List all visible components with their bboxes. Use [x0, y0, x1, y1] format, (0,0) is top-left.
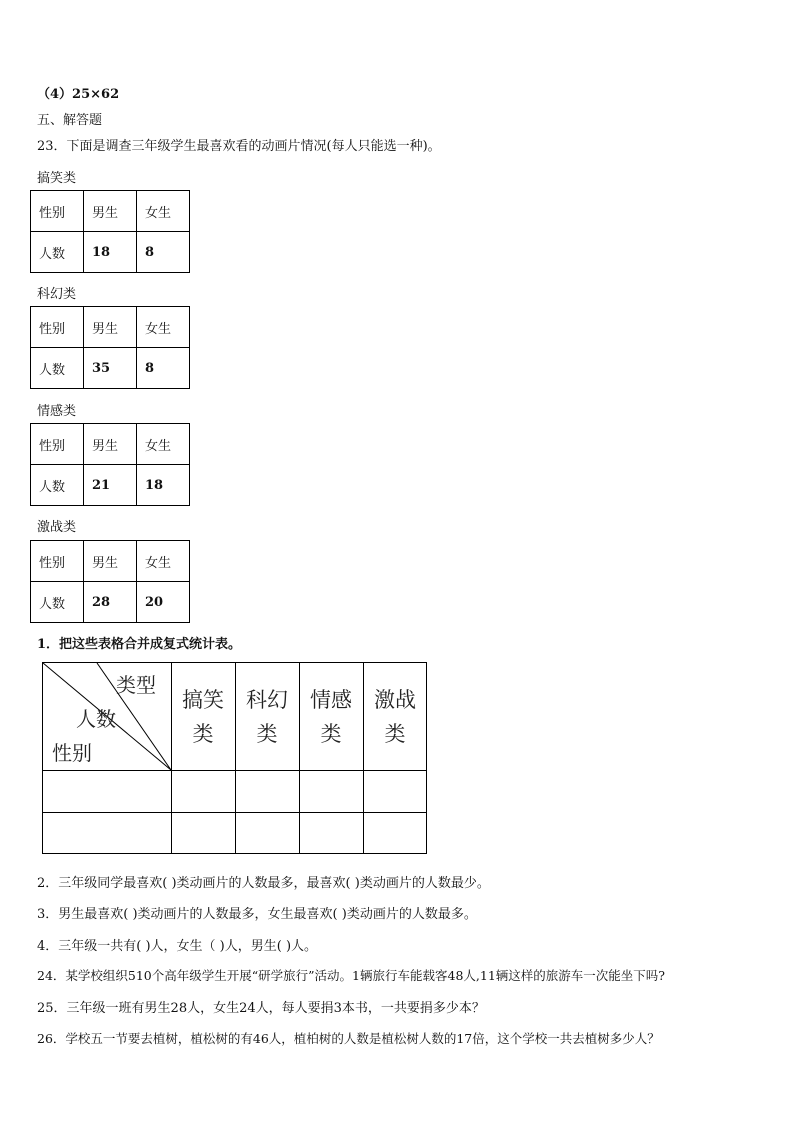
header-bottom: 类	[320, 722, 342, 746]
sub-question-2: 2．三年级同学最喜欢( )类动画片的人数最多，最喜欢( )类动画片的人数最少。	[37, 876, 490, 891]
sub-question-3: 3．男生最喜欢( )类动画片的人数最多，女生最喜欢( )类动画片的人数最多。	[37, 907, 477, 922]
diag-label-gender: 性别	[52, 741, 92, 765]
header-top: 情感	[310, 688, 352, 712]
section-heading: 五、解答题	[37, 113, 103, 128]
table-cell: 8	[137, 232, 190, 273]
table-cell: 女生	[137, 191, 190, 232]
table-cell: 20	[137, 582, 190, 623]
sub-question-4: 4．三年级一共有( )人，女生（ )人，男生( )人。	[37, 939, 318, 954]
table-cell: 性别	[31, 424, 84, 465]
table-cell: 35	[84, 348, 137, 389]
header-top: 搞笑	[182, 688, 224, 712]
table-cell: 女生	[137, 541, 190, 582]
table-cell: 男生	[84, 307, 137, 348]
table-cell: 人数	[31, 465, 84, 506]
header-bottom: 类	[192, 722, 214, 746]
table-cell: 18	[137, 465, 190, 506]
table-cell: 女生	[137, 307, 190, 348]
header-bottom: 类	[256, 722, 278, 746]
table-row	[31, 424, 190, 465]
table-row	[31, 541, 190, 582]
table-cell: 人数	[31, 582, 84, 623]
question-24: 24．某学校组织510个高年级学生开展“研学旅行”活动。1辆旅行车能载客48人,11辆这样的旅游车一次能坐下吗?	[37, 968, 665, 983]
header-top: 科幻	[246, 688, 288, 712]
sub-question-1: 1．把这些表格合并成复式统计表。	[37, 637, 242, 652]
question-26: 26．学校五一节要去植树，植松树的有46人，植柏树的人数是植松树人数的17倍，这个学校一共去植树多少人？	[37, 1031, 660, 1046]
table-caption: 激战类	[37, 520, 77, 535]
table-row	[31, 465, 190, 506]
item-4-line: （4）25×62	[37, 87, 120, 102]
table-caption: 情感类	[37, 404, 77, 419]
table-caption: 科幻类	[37, 287, 77, 302]
diag-label-type: 类型	[116, 673, 156, 697]
column-header-scifi	[235, 683, 299, 751]
table-cell: 21	[84, 465, 137, 506]
question-23: 23．下面是调查三年级学生最喜欢看的动画片情况(每人只能选一种)。	[37, 139, 441, 154]
table-cell: 8	[137, 348, 190, 389]
column-header-emotion	[299, 683, 363, 751]
question-25: 25．三年级一班有男生28人，女生24人，每人要捐3本书，一共要捐多少本？	[37, 1001, 485, 1016]
table-row	[31, 191, 190, 232]
table-cell: 男生	[84, 541, 137, 582]
column-header-battle	[363, 683, 427, 751]
stats-table-battle	[30, 540, 190, 623]
table-row	[31, 582, 190, 623]
stats-table-comedy	[30, 190, 190, 273]
table-cell: 性别	[31, 541, 84, 582]
table-row	[31, 348, 190, 389]
table-cell: 男生	[84, 191, 137, 232]
stats-table-scifi	[30, 306, 190, 389]
combined-stats-table	[42, 662, 427, 854]
table-cell: 18	[84, 232, 137, 273]
table-row	[31, 307, 190, 348]
table-cell: 性别	[31, 307, 84, 348]
column-header-comedy	[171, 683, 235, 751]
table-caption: 搞笑类	[37, 171, 77, 186]
table-cell: 28	[84, 582, 137, 623]
table-row	[31, 232, 190, 273]
table-cell: 人数	[31, 348, 84, 389]
diag-label-count: 人数	[76, 707, 116, 731]
table-cell: 男生	[84, 424, 137, 465]
stats-table-emotion	[30, 423, 190, 506]
table-cell: 女生	[137, 424, 190, 465]
header-bottom: 类	[384, 722, 406, 746]
table-cell: 人数	[31, 232, 84, 273]
header-top: 激战	[374, 688, 416, 712]
table-cell: 性别	[31, 191, 84, 232]
